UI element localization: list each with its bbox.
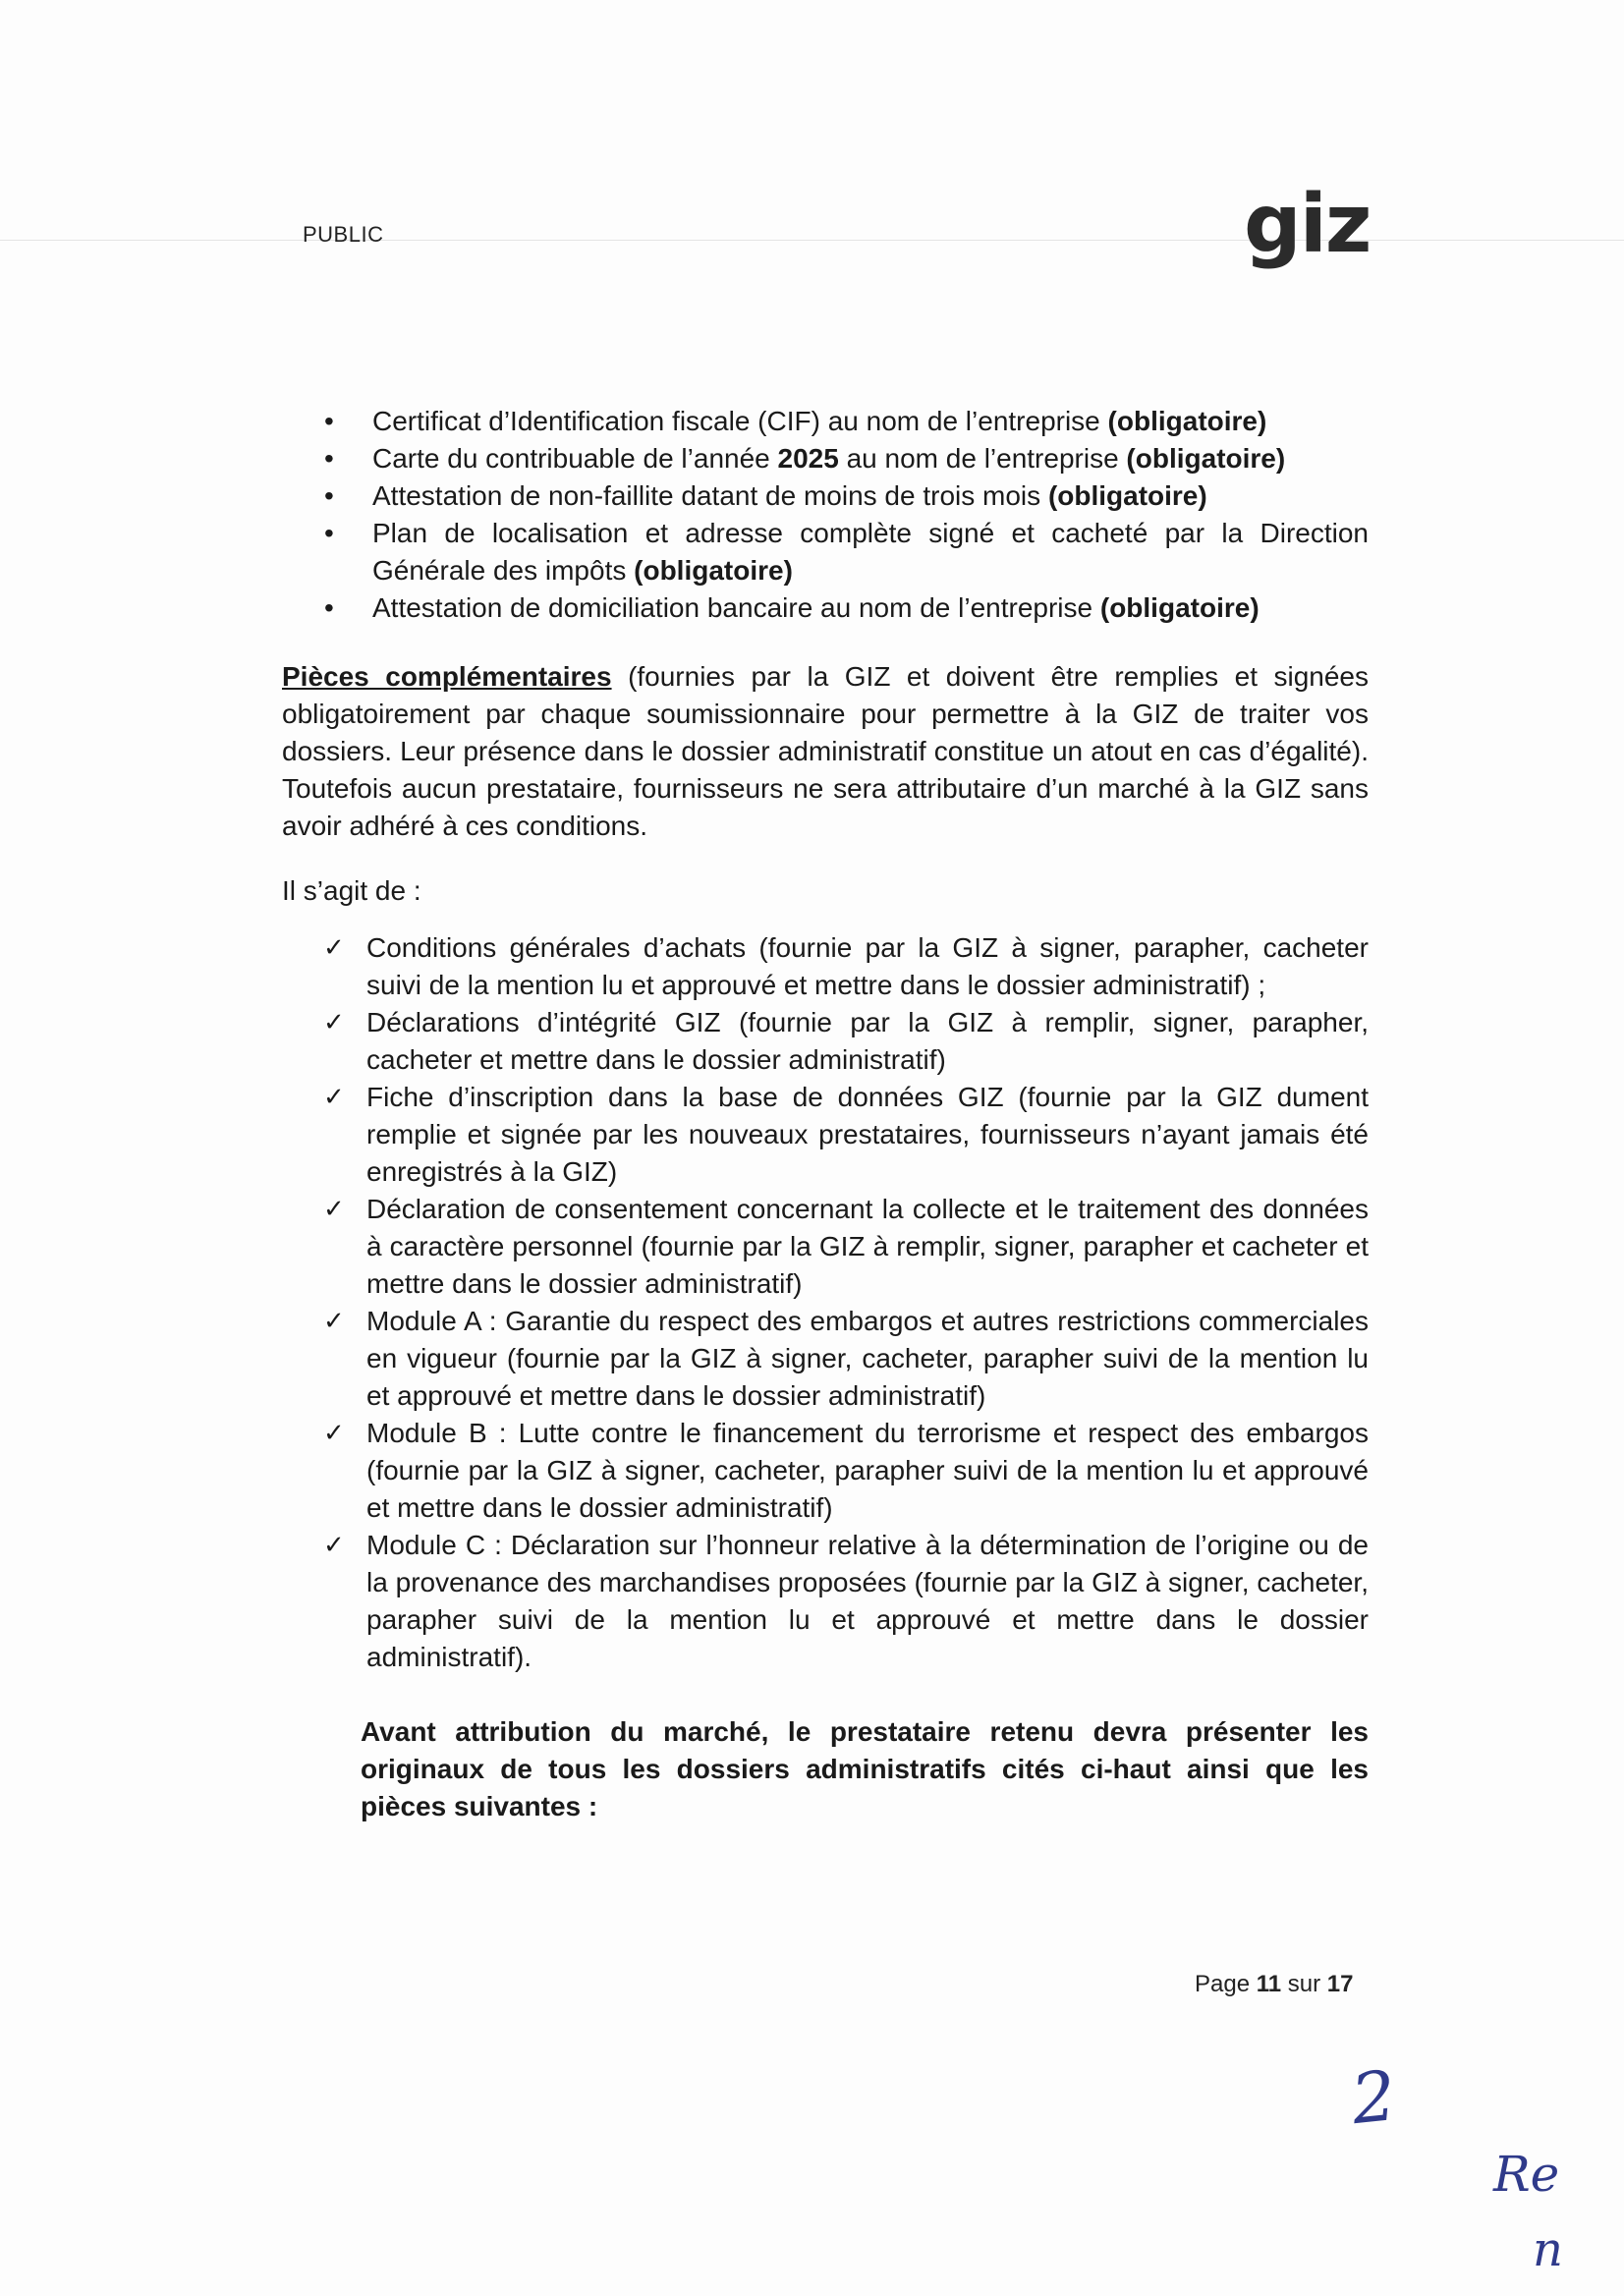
handwritten-mark: 2 (1347, 2054, 1400, 2141)
list-item: ✓ Module C : Déclaration sur l’honneur relative à la détermination de l’origine ou de la provenance des marchandises proposées (fournie par la GIZ à signer, cacheter, parapher suivi de la mention lu et approuvé et mettre dans le dossier administratif). (282, 1527, 1369, 1676)
classification-label: PUBLIC (303, 222, 384, 247)
header-divider (0, 240, 1624, 241)
complementary-paragraph: Pièces complémentaires (fournies par la GIZ et doivent être remplies et signées obligatoirement par chaque soumissionnaire pour permettre à la GIZ de traiter vos dossiers. Leur présence dans le dossier administratif constitue un atout en cas d’égalité). Toutefois aucun prestataire, fournisseurs ne sera attributaire d’un marché à la GIZ sans avoir adhéré à ces conditions. (282, 661, 1369, 841)
complementary-checklist (282, 929, 1369, 1676)
check-icon: ✓ (323, 1531, 345, 1560)
check-icon: ✓ (323, 1307, 345, 1336)
handwritten-initials-2: n (1533, 2222, 1563, 2277)
list-item: • Plan de localisation et adresse complète signé et cacheté par la Direction Générale des impôts (obligatoire) (282, 515, 1369, 589)
list-item: ✓ Déclaration de consentement concernant la collecte et le traitement des données à caractère personnel (fournie par la GIZ à remplir, signer, parapher et cacheter et mettre dans le dossier administratif) (282, 1191, 1369, 1303)
required-documents-list (282, 403, 1369, 627)
list-item: ✓ Module A : Garantie du respect des embargos et autres restrictions commerciales en vigueur (fournie par la GIZ à signer, cacheter, parapher suivi de la mention lu et approuvé et mettre dans le dossier administratif) (282, 1303, 1369, 1415)
check-icon: ✓ (323, 933, 345, 963)
list-item: • Certificat d’Identification fiscale (CIF) au nom de l’entreprise (obligatoire) (282, 403, 1369, 440)
check-icon: ✓ (323, 1083, 345, 1112)
page-number: Page 11 sur 17 (1195, 1971, 1354, 1997)
handwritten-initials: Re (1493, 2146, 1560, 2203)
list-item: ✓ Fiche d’inscription dans la base de données GIZ (fournie par la GIZ dument remplie et signée par les nouveaux prestataires, fournisseurs n’ayant jamais été enregistrés à la GIZ) (282, 1079, 1369, 1191)
list-item: • Attestation de non-faillite datant de moins de trois mois (obligatoire) (282, 477, 1369, 515)
list-item: ✓ Module B : Lutte contre le financement du terrorisme et respect des embargos (fournie par la GIZ à signer, cacheter, parapher suivi de la mention lu et approuvé et mettre dans le dossier administratif) (282, 1415, 1369, 1527)
complementary-heading: Pièces complémentaires (282, 661, 612, 692)
check-icon: ✓ (323, 1008, 345, 1037)
document-body (282, 403, 1369, 1853)
list-intro: Il s’agit de : (282, 875, 421, 906)
closing-note: Avant attribution du marché, le prestataire retenu devra présenter les originaux de tous les dossiers administratifs cités ci-haut ainsi que les pièces suivantes : (361, 1716, 1369, 1821)
giz-logo: giz (1244, 178, 1371, 271)
list-item: • Carte du contribuable de l’année 2025 au nom de l’entreprise (obligatoire) (282, 440, 1369, 477)
list-item: ✓ Déclarations d’intégrité GIZ (fournie par la GIZ à remplir, signer, parapher, cacheter et mettre dans le dossier administratif) (282, 1004, 1369, 1079)
list-item: ✓ Conditions générales d’achats (fournie par la GIZ à signer, parapher, cacheter suivi de la mention lu et approuvé et mettre dans le dossier administratif) ; (282, 929, 1369, 1004)
check-icon: ✓ (323, 1419, 345, 1448)
list-item: • Attestation de domiciliation bancaire au nom de l’entreprise (obligatoire) (282, 589, 1369, 627)
check-icon: ✓ (323, 1195, 345, 1224)
